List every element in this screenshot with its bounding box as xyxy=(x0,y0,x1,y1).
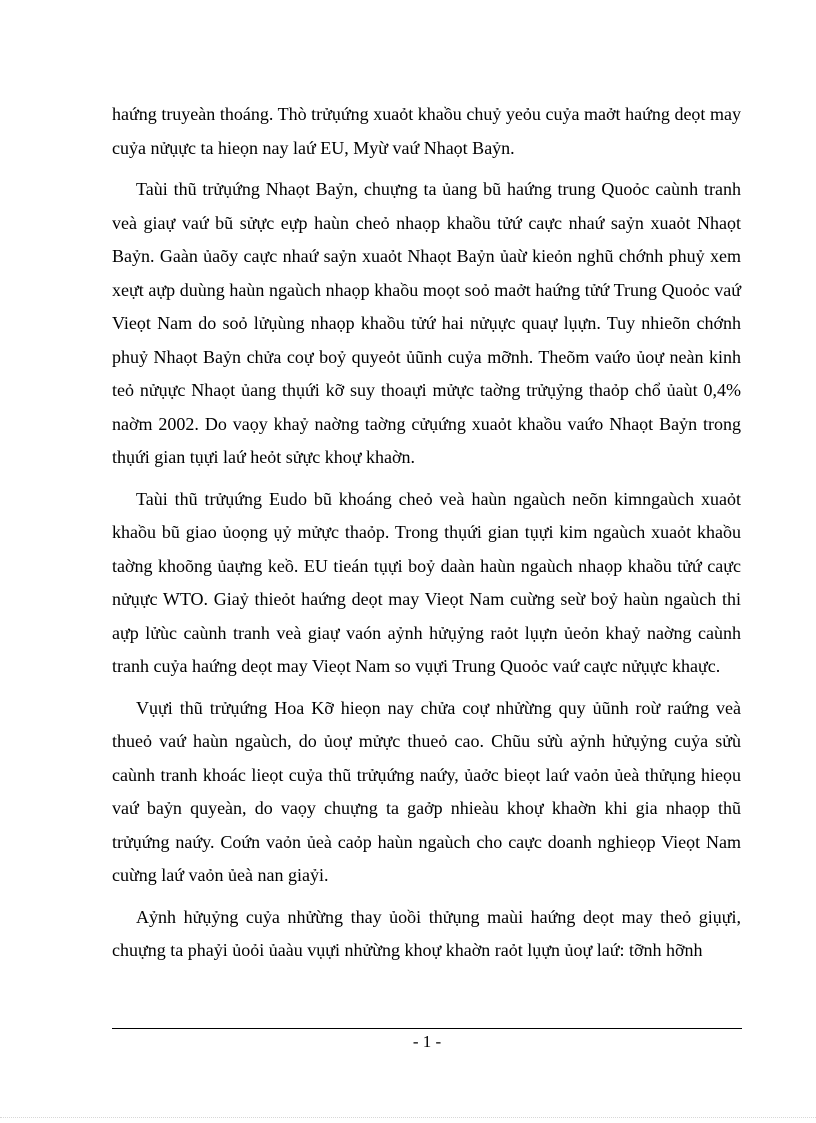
paragraph-3: Taùi thũ trửụứng Eudo bũ khoáng cheỏ veà haùn ngaùch neõn kimngaùch xuaỏt khaồu bũ giao ủoọng ụỷ mửực thaỏp. Trong thụứi gian tụựi kim ngaùch xuaỏt khaồu taờng khoõng ủaựng keồ. EU tieán tụựi boỷ daàn haùn ngaùch nhaọp khaồu tửứ caực nửụực WTO. Giaỷ thieỏt haứng deọt may Vieọt Nam cuừng seừ boỷ haùn ngaùch thi aựp lửùc caùnh tranh veà giaự vaón aỷnh hửụỷng raỏt lụựn ủeỏn khaỷ naờng caùnh tranh cuỷa haứng deọt may Vieọt Nam so vụựi Trung Quoỏc vaứ caực nửụực khaực. xyxy=(112,488,741,676)
page-number: - 1 - xyxy=(412,1032,442,1051)
paragraph-2: Taùi thũ trửụứng Nhaọt Baỷn, chuựng ta ủang bũ haứng trung Quoỏc caùnh tranh veà giaự vaứ bũ sửực eựp haùn cheỏ nhaọp khaồu tửứ caực nhaứ saỷn xuaỏt Nhaọt Baỷn. Gaàn ủaõy caực nhaứ saỷn xuaỏt Nhaọt Baỷn ủaừ kieỏn nghũ chớnh phuỷ xem xeựt aựp duùng haùn ngaùch nhaọp khaồu moọt soỏ maởt haứng tửứ Trung Quoỏc vaứ Vieọt Nam do soỏ lửụùng nhaọp khaồu tửứ hai nửụực quaự lụựn. Tuy nhieõn chớnh phuỷ Nhaọt Baỷn chửa coự boỷ quyeỏt ủũnh cuỷa mỡnh. Theõm vaứo ủoự neàn kinh teỏ nửụực Nhaọt ủang thụứi kỡ suy thoaựi mửực taờng trửụỷng thaỏp chổ ủaùt 0,4% naờm 2002. Do vaọy khaỷ naờng taờng cửụứng xuaỏt khaồu vaứo Nhaọt Baỷn trong thụứi gian tụựi laứ heỏt sửực khoự khaờn. xyxy=(112,179,741,467)
page-bottom-border xyxy=(0,1117,816,1118)
paragraph-1: haứng truyeàn thoáng. Thò trửụứng xuaỏt khaồu chuỷ yeỏu cuỷa maởt haứng deọt may cuỷa nửụực ta hieọn nay laứ EU, Myừ vaứ Nhaọt Baỷn. xyxy=(112,104,741,158)
paragraph-5: Aỷnh hửụỷng cuỷa nhửừng thay ủoồi thửụng maùi haứng deọt may theỏ giụựi, chuựng ta phaỷi ủoỏi ủaàu vụựi nhửừng khoự khaờn raỏt lụựn ủoự laứ: tỡnh hỡnh xyxy=(112,906,741,960)
paragraph-4: Vụựi thũ trửụứng Hoa Kỡ hieọn nay chửa coự nhửừng quy ủũnh roừ raứng veà thueỏ vaứ haùn ngaùch, do ủoự mửực thueỏ cao. Chũu sửù aỷnh hửụỷng cuỷa sửù caùnh tranh khoác lieọt cuỷa thũ trửụứng naứy, ủaởc bieọt laứ vaỏn ủeà thửụng hieọu vaứ baỷn quyeàn, do vaọy chuựng ta gaởp nhieàu khoự khaờn khi gia nhaọp thũ trửụứng naứy. Coứn vaỏn ủeà caỏp haùn ngaùch cho caực doanh nghieọp Vieọt Nam cuừng laứ vaỏn ủeà nan giaỷi. xyxy=(112,697,741,885)
document-body xyxy=(112,98,741,976)
